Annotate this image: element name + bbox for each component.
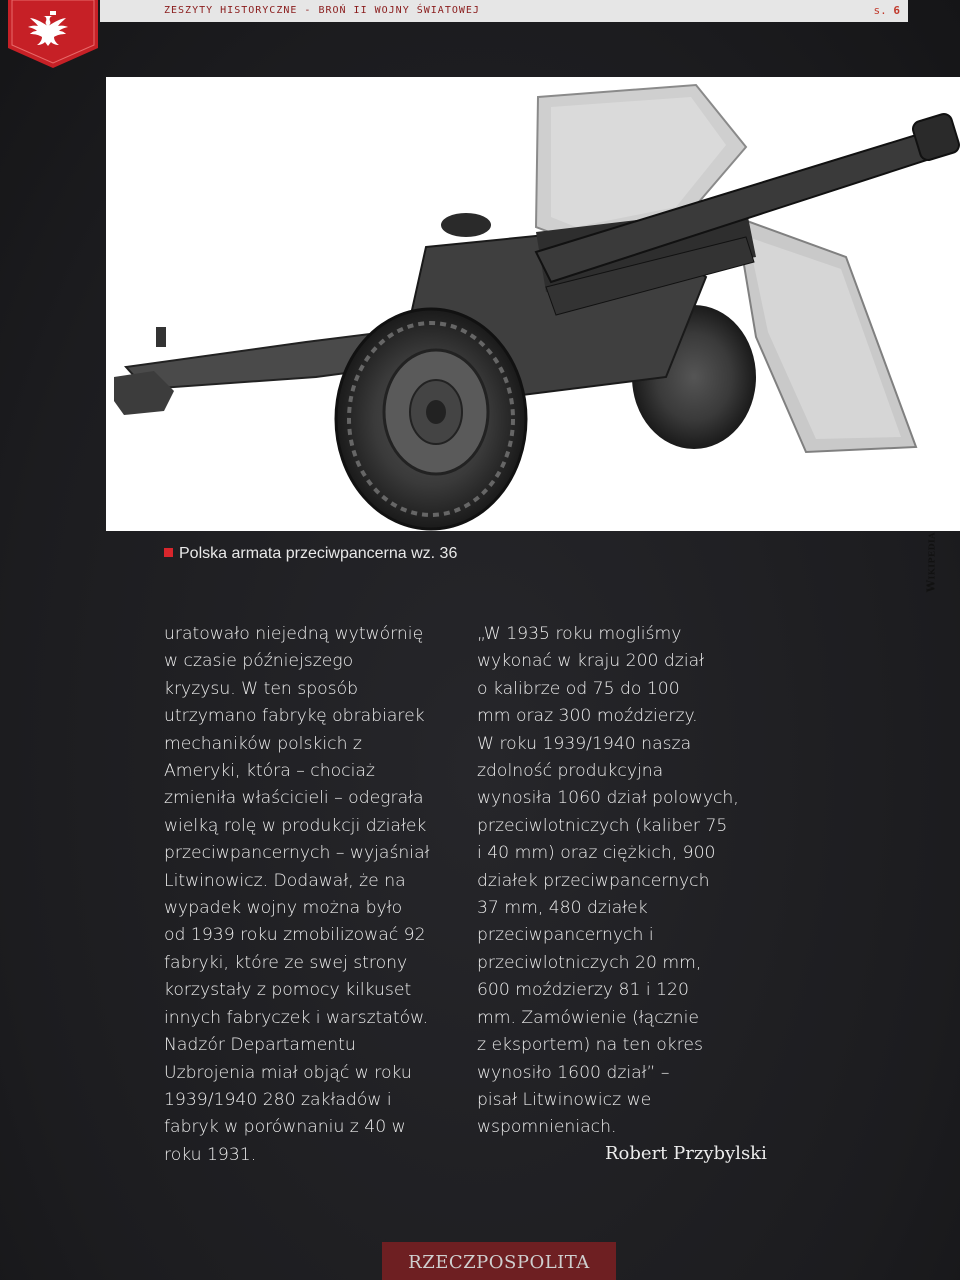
article-author: Robert Przybylski [605,1143,767,1164]
caption-marker-icon [164,548,173,557]
article-column-right: „W 1935 roku mogliśmy wykonać w kraju 200 dział o kalibrze od 75 do 100 mm oraz 300 moździerzy. W roku 1939/1940 nasza zdolność produkcyjna wynosiła 1060 dział polowych, przeciwlotniczych (kaliber 75 i 40 mm) oraz ciężkich, 900 działek przeciwpancernych 37 mm, 480 działek przeciwpancernych i przeciwlotniczych 20 mm, 600 moździerzy 81 i 120 mm. Zamówienie (łącznie z eksportem) na ten okres wynosiło 1600 dział” – pisał Litwinowicz we wspomnieniach. [477,624,739,1138]
footer-publisher [382,1242,616,1280]
header-strip [100,0,908,22]
article-column-left: uratowało niejedną wytwórnię w czasie późniejszego kryzysu. W ten sposób utrzymano fabrykę obrabiarek mechaników polskich z Ameryki, która – chociaż zmieniła właścicieli – odegrała wielką rolę w produkcji działek przeciwpancernych – wyjaśniał Litwinowicz. Dodawał, że na wypadek wojny można było od 1939 roku zmobilizować 92 fabryki, które ze swej strony korzystały z pomocy kilkuset innych fabryczek i warsztatów. Nadzór Departamentu Uzbrojenia miał objąć w roku 1939/1940 280 zakładów i fabryk w porównaniu z 40 w roku 1931. [164,624,430,1165]
anti-tank-gun-illustration [106,77,960,531]
page-number: s. 6 [873,4,900,17]
publisher-logo: RZECZPOSPOLITA [408,1252,590,1273]
series-title: ZESZYTY HISTORYCZNE - BROŃ II WOJNY ŚWIATOWEJ [164,5,480,16]
photo-credit: Wikipedia [924,532,937,593]
photo-caption: Polska armata przeciwpancerna wz. 36 [164,545,457,563]
eagle-emblem-icon [8,0,98,68]
